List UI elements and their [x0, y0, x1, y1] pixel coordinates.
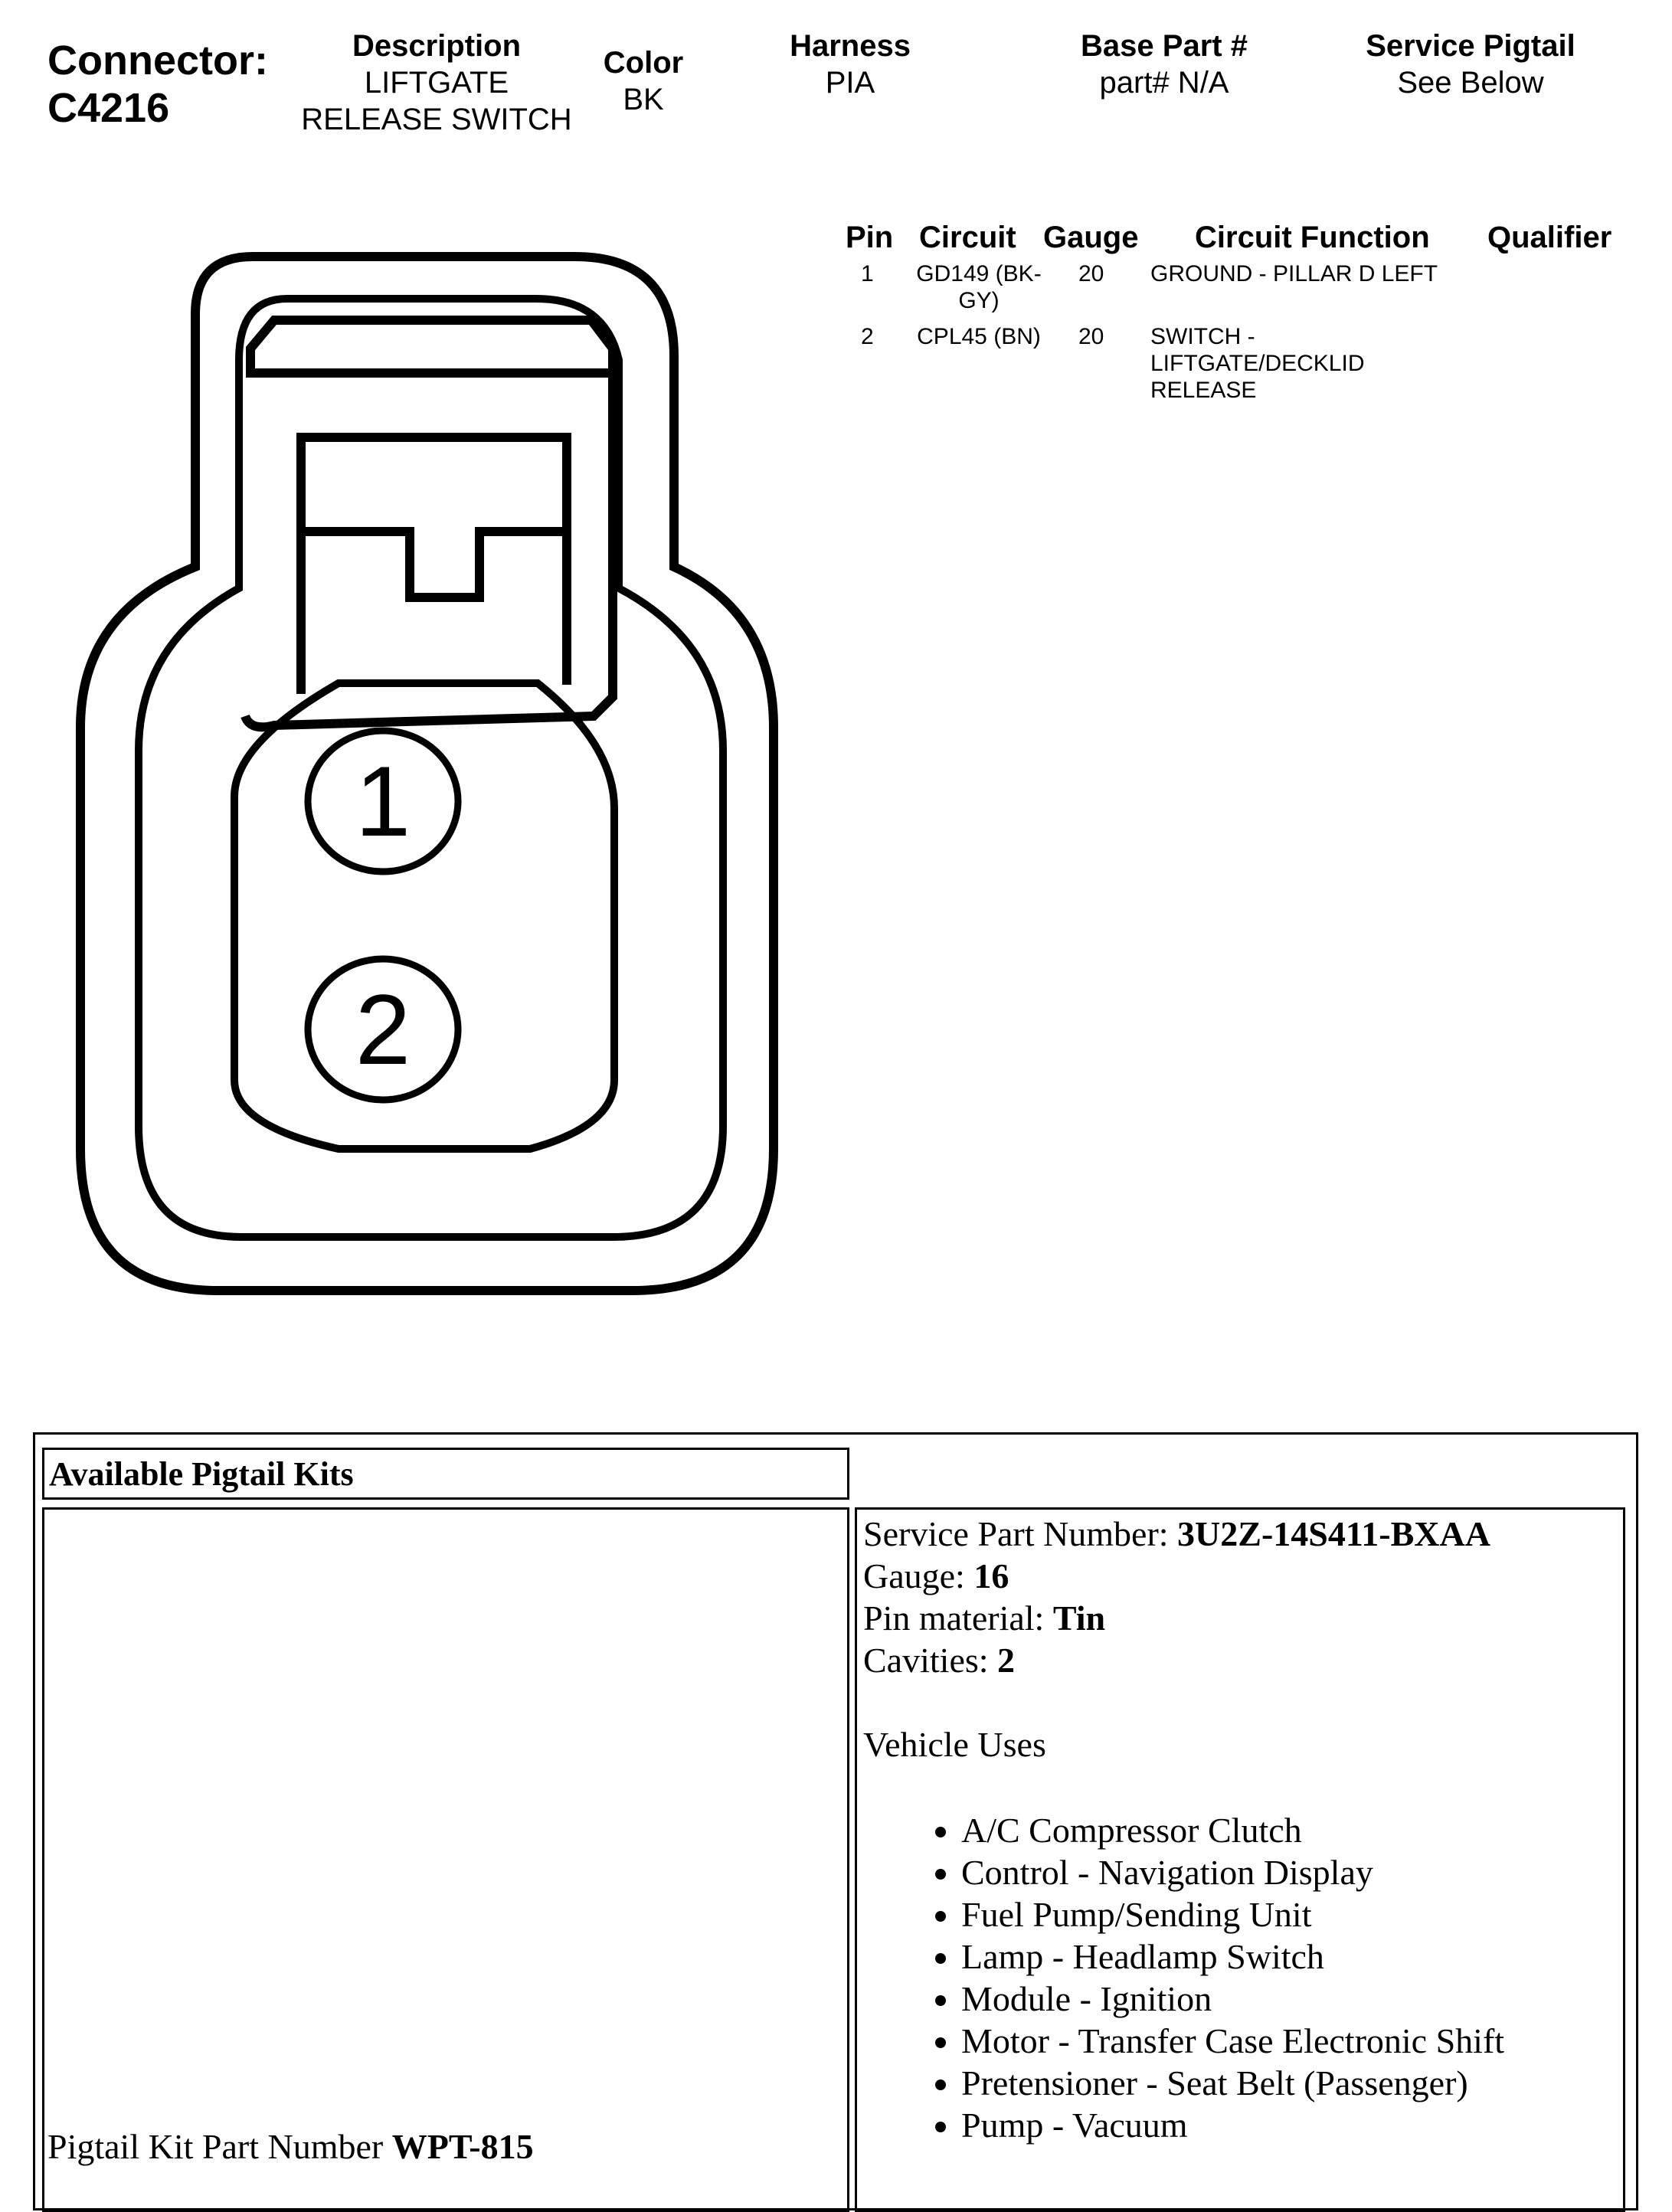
- color-label: Color: [603, 46, 684, 80]
- pin-material-label: Pin material:: [863, 1598, 1053, 1638]
- service-pigtail-label: Service Pigtail: [1366, 29, 1575, 63]
- description-line2: RELEASE SWITCH: [301, 103, 572, 136]
- description-label: Description: [352, 29, 522, 63]
- cavities-line: [863, 1639, 1623, 1681]
- list-item: • Lamp - Headlamp Switch: [961, 1936, 1623, 1978]
- kit-image-cell: [42, 1507, 849, 2212]
- function-header: Circuit Function: [1195, 221, 1430, 254]
- pin-number: 2: [861, 324, 874, 349]
- qualifier-header: Qualifier: [1487, 221, 1612, 254]
- kit-details-cell: [855, 1507, 1625, 2212]
- function-line: LIFTGATE/DECKLID: [1150, 351, 1365, 376]
- vehicle-uses-label: Vehicle Uses: [863, 1725, 1046, 1764]
- service-part-label: Service Part Number:: [863, 1514, 1178, 1553]
- service-pigtail-value: See Below: [1397, 66, 1544, 100]
- circuit-line: CPL45 (BN): [917, 324, 1041, 349]
- gauge-cell: 20: [1078, 261, 1104, 286]
- cavities-value: 2: [997, 1641, 1016, 1680]
- kits-title: Available Pigtail Kits: [49, 1455, 354, 1493]
- connector-diagram: [0, 0, 827, 1348]
- pin-header: Pin: [846, 221, 894, 254]
- connector-id: C4216: [47, 85, 170, 131]
- pin-material-line: [863, 1597, 1623, 1639]
- harness-value: PIA: [825, 66, 875, 100]
- table-row: [835, 323, 1662, 407]
- gauge-cell: 20: [1078, 324, 1104, 349]
- list-item: • Fuel Pump/Sending Unit: [961, 1893, 1623, 1936]
- function-cell: [1150, 323, 1365, 404]
- pin-table: [835, 219, 1662, 418]
- service-part-line: [863, 1513, 1623, 1555]
- function-cell: [1150, 260, 1438, 287]
- gauge-header: Gauge: [1043, 221, 1139, 254]
- gauge-value: 16: [973, 1556, 1009, 1595]
- color-value: BK: [623, 83, 664, 116]
- list-item: • Pump - Vacuum: [961, 2104, 1623, 2146]
- service-part-value: 3U2Z-14S411-BXAA: [1177, 1514, 1490, 1553]
- kits-title-cell: [42, 1448, 849, 1500]
- pin-material-value: Tin: [1052, 1598, 1106, 1638]
- vehicle-uses-list: [863, 1809, 1623, 2146]
- circuit-line: GY): [958, 288, 1000, 313]
- kit-part-value: WPT-815: [391, 2127, 534, 2166]
- pin-number: 1: [861, 261, 874, 286]
- list-item: • Control - Navigation Display: [961, 1851, 1623, 1893]
- function-line: SWITCH -: [1150, 324, 1255, 349]
- kit-part-number: [47, 2125, 534, 2168]
- circuit-line: GD149 (BK-: [916, 261, 1042, 286]
- circuit-cell: [902, 260, 1055, 314]
- housing-outer-outline: [80, 257, 774, 1291]
- list-item: • Pretensioner - Seat Belt (Passenger): [961, 2062, 1623, 2104]
- latch-tab-notch: [301, 532, 567, 597]
- base-part-column: [1034, 28, 1294, 101]
- list-item: • A/C Compressor Clutch: [961, 1809, 1623, 1851]
- list-item: • Module - Ignition: [961, 1978, 1623, 2020]
- service-pigtail-column: [1333, 28, 1608, 101]
- table-row: [835, 260, 1662, 322]
- base-part-label: Base Part #: [1081, 29, 1248, 63]
- latch-tab: [301, 437, 567, 694]
- gauge-line: [863, 1555, 1623, 1597]
- kit-part-label: Pigtail Kit Part Number: [47, 2127, 392, 2166]
- gauge-label: Gauge:: [863, 1556, 974, 1595]
- pin-face-outline: [234, 683, 614, 1149]
- function-line: GROUND - PILLAR D LEFT: [1150, 261, 1438, 286]
- cavities-label: Cavities:: [863, 1641, 998, 1680]
- harness-label: Harness: [790, 29, 911, 63]
- function-line: RELEASE: [1150, 378, 1257, 403]
- list-item: • Motor - Transfer Case Electronic Shift: [961, 2020, 1623, 2062]
- circuit-header: Circuit: [919, 221, 1016, 254]
- pin-2-label: 2: [355, 973, 411, 1085]
- description-line1: LIFTGATE: [364, 66, 509, 100]
- circuit-cell: [902, 323, 1055, 350]
- base-part-value: part# N/A: [1099, 66, 1229, 100]
- pin-1-label: 1: [355, 745, 411, 857]
- connector-label: Connector:: [47, 38, 268, 83]
